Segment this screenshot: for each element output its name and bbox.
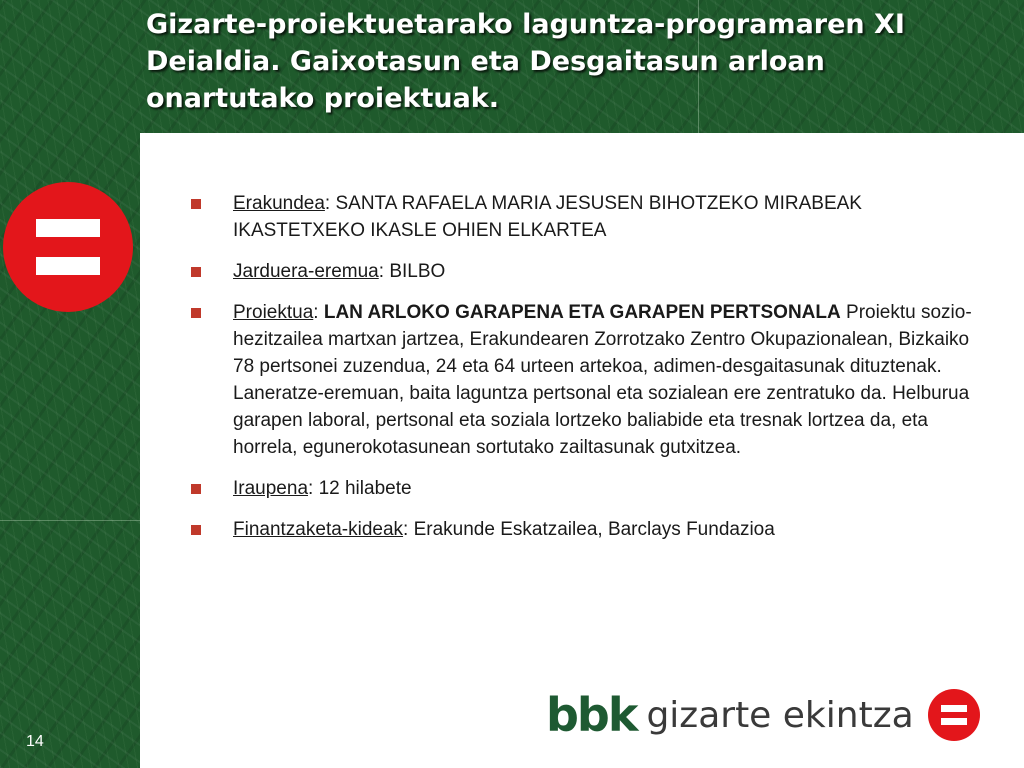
list-item-iraupena: Iraupena: 12 hilabete — [184, 475, 974, 502]
brand-tagline: gizarte ekintza — [646, 694, 914, 736]
list-item-jarduera-eremua: Jarduera-eremua: BILBO — [184, 258, 974, 285]
brand-wordmark: bbk — [546, 688, 637, 742]
bbk-logo-small-icon — [928, 689, 980, 741]
list-item-erakundea: Erakundea: SANTA RAFAELA MARIA JESUSEN BIHOTZEKO MIRABEAK IKASTETXEKO IKASLE OHIEN ELKARTEA — [184, 190, 974, 244]
tile-seam — [0, 520, 140, 521]
project-name: LAN ARLOKO GARAPENA ETA GARAPEN PERTSONALA — [323, 302, 841, 323]
square-bullet-icon — [191, 484, 201, 494]
item-label: Erakundea — [233, 193, 325, 214]
footer-brand — [546, 690, 980, 740]
item-value: 12 hilabete — [318, 478, 412, 499]
item-label: Proiektua — [233, 302, 314, 323]
bbk-logo-icon — [3, 182, 133, 312]
item-value: BILBO — [389, 261, 446, 282]
list-item-proiektua: Proiektua: LAN ARLOKO GARAPENA ETA GARAPEN PERTSONALA Proiektu sozio-hezitzailea martxan jartzea, Erakundearen Zorrotzako Zentro Okupazionalean, Bizkaiko 78 pertsonei zuzendua, 24 eta 64 urteen artekoa, adimen-desgaitasunak dituztenak. Laneratze-eremuan, baita laguntza pertsonal eta sozialean ere zentratuko da. Helburua garapen laboral, pertsonal eta soziala lortzeko baliabide eta tresnak lortzea da, eta horrela, egunerokotasunean sortutako zailtasunak gutxitzea. — [184, 299, 974, 461]
item-label: Jarduera-eremua — [233, 261, 379, 282]
square-bullet-icon — [191, 525, 201, 535]
square-bullet-icon — [191, 267, 201, 277]
item-label: Iraupena — [233, 478, 309, 499]
project-description: Proiektu sozio-hezitzailea martxan jartzea, Erakundearen Zorrotzako Zentro Okupazionalean, Bizkaiko 78 pertsonei zuzendua, 24 eta 64 urteen artekoa, adimen-desgaitasunak dituztenak. Laneratze-eremuan, baita laguntza pertsonal eta sozialean ere zentratuko da. Helburua garapen laboral, pertsonal eta soziala lortzeko baliabide eta tresnak lortzea da, eta horrela, egunerokotasunean sortutako zailtasunak gutxitzea. — [233, 302, 972, 458]
item-label: Finantzaketa-kideak — [233, 519, 404, 540]
square-bullet-icon — [191, 308, 201, 318]
page-number: 14 — [26, 733, 44, 750]
square-bullet-icon — [191, 199, 201, 209]
project-details-list — [184, 190, 974, 557]
item-value: SANTA RAFAELA MARIA JESUSEN BIHOTZEKO MIRABEAK IKASTETXEKO IKASLE OHIEN ELKARTEA — [233, 193, 862, 241]
item-value: Erakunde Eskatzailea, Barclays Fundazioa — [413, 519, 775, 540]
list-item-finantzaketa-kideak: Finantzaketa-kideak: Erakunde Eskatzailea, Barclays Fundazioa — [184, 516, 974, 543]
slide-title: Gizarte-proiektuetarako laguntza-programaren XI Deialdia. Gaixotasun eta Desgaitasun arloan onartutako proiektuak. — [146, 9, 905, 114]
